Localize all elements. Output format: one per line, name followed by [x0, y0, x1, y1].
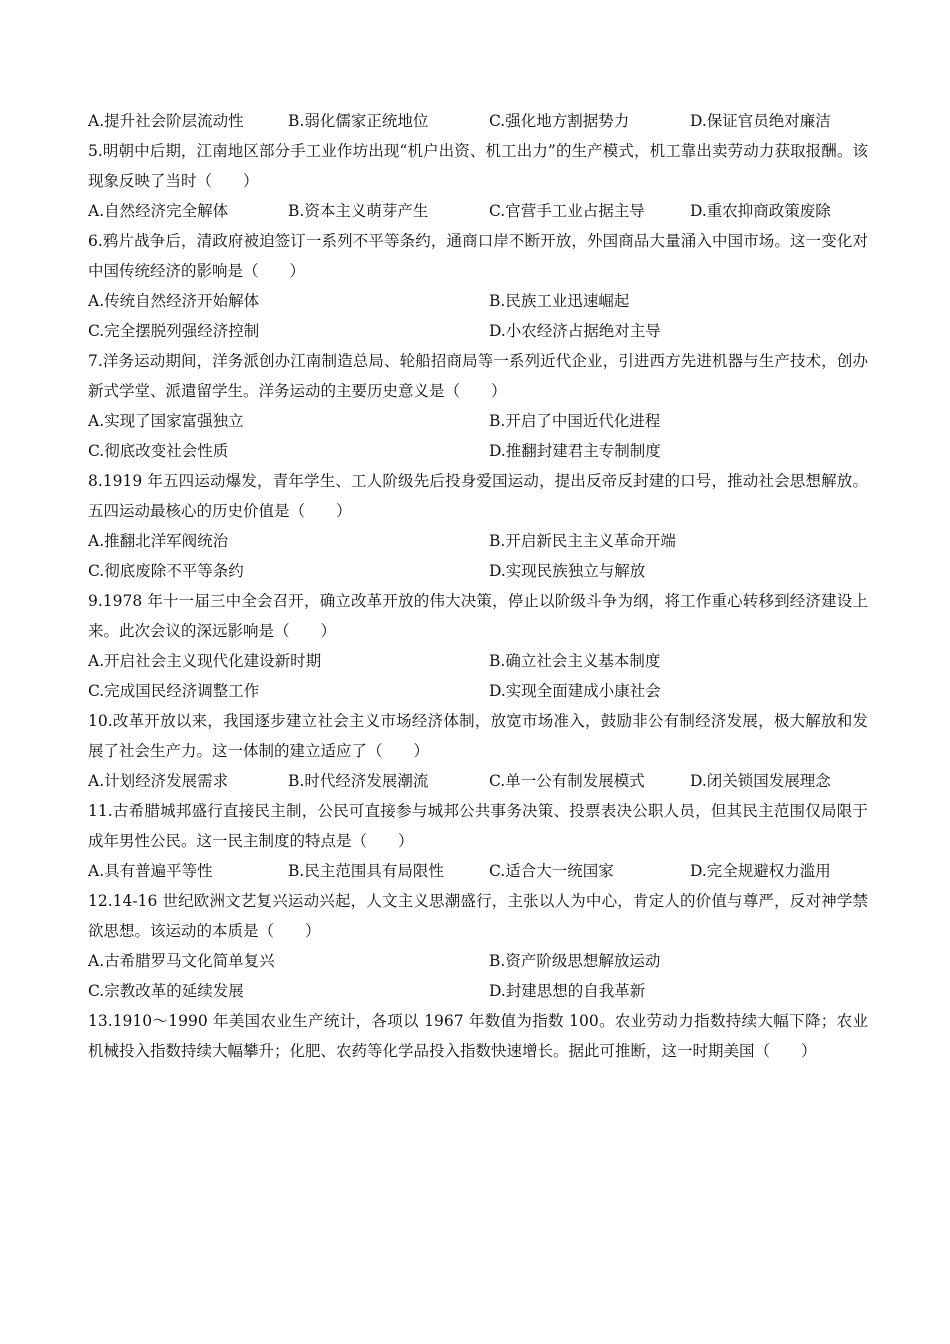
- option-b: B.民主范围具有局限性: [288, 862, 444, 880]
- question-7-stem: 7.洋务运动期间，洋务派创办江南制造总局、轮船招商局等一系列近代企业，引进西方先进机器与生产技术，创办新式学堂、派遣留学生。洋务运动的主要历史意义是（ ）: [88, 352, 868, 400]
- option-b: B.时代经济发展潮流: [288, 772, 429, 790]
- question-6-options-row1: [88, 286, 868, 316]
- question-10-options: [88, 766, 868, 796]
- option-c: C.完全摆脱列强经济控制: [88, 322, 260, 340]
- option-a: A.实现了国家富强独立: [88, 412, 244, 430]
- question-8-options-row2: [88, 556, 868, 586]
- question-9-options-row2: [88, 676, 868, 706]
- question-12-options-row1: [88, 946, 868, 976]
- question-8-options-row1: [88, 526, 868, 556]
- option-d: D.闭关锁国发展理念: [690, 772, 831, 790]
- question-10-stem: 10.改革开放以来，我国逐步建立社会主义市场经济体制，放宽市场准入，鼓励非公有制经济发展，极大解放和发展了社会生产力。这一体制的建立适应了（ ）: [88, 712, 868, 760]
- question-7-options-row1: [88, 406, 868, 436]
- option-b: B.弱化儒家正统地位: [288, 112, 429, 130]
- option-b: B.民族工业迅速崛起: [489, 292, 630, 310]
- option-c: C.单一公有制发展模式: [489, 772, 645, 790]
- option-a: A.古希腊罗马文化简单复兴: [88, 952, 275, 970]
- option-b: B.资产阶级思想解放运动: [489, 952, 661, 970]
- question-5-stem: 5.明朝中后期，江南地区部分手工业作坊出现“机户出资、机工出力”的生产模式，机工靠出卖劳动力获取报酬。该现象反映了当时（ ）: [88, 142, 868, 190]
- question-6-options-row2: [88, 316, 868, 346]
- question-12-options-row2: [88, 976, 868, 1006]
- option-a: A.具有普遍平等性: [88, 862, 213, 880]
- option-d: D.重农抑商政策废除: [690, 202, 831, 220]
- option-c: C.适合大一统国家: [489, 862, 614, 880]
- question-8-stem: 8.1919 年五四运动爆发，青年学生、工人阶级先后投身爱国运动，提出反帝反封建的口号，推动社会思想解放。五四运动最核心的历史价值是（ ）: [88, 472, 868, 520]
- option-d: D.小农经济占据绝对主导: [489, 322, 661, 340]
- question-7-options-row2: [88, 436, 868, 466]
- question-6-stem: 6.鸦片战争后，清政府被迫签订一系列不平等条约，通商口岸不断开放，外国商品大量涌入中国市场。这一变化对中国传统经济的影响是（ ）: [88, 232, 868, 280]
- option-b: B.确立社会主义基本制度: [489, 652, 661, 670]
- option-c: C.宗教改革的延续发展: [88, 982, 244, 1000]
- question-9-options-row1: [88, 646, 868, 676]
- option-c: C.彻底改变社会性质: [88, 442, 229, 460]
- option-d: D.封建思想的自我革新: [489, 982, 646, 1000]
- option-c: C.强化地方割据势力: [489, 112, 630, 130]
- question-13-stem: 13.1910～1990 年美国农业生产统计，各项以 1967 年数值为指数 100。农业劳动力指数持续大幅下降；农业机械投入指数持续大幅攀升；化肥、农药等化学品投入指数快速增长。据此可推断，这一时期美国（ ）: [88, 1012, 868, 1060]
- question-12-stem: 12.14-16 世纪欧洲文艺复兴运动兴起，人文主义思潮盛行，主张以人为中心，肯定人的价值与尊严，反对神学禁欲思想。该运动的本质是（ ）: [88, 892, 868, 940]
- question-11-options: [88, 856, 868, 886]
- question-9-stem: 9.1978 年十一届三中全会召开，确立改革开放的伟大决策，停止以阶级斗争为纲，将工作重心转移到经济建设上来。此次会议的深远影响是（ ）: [88, 592, 868, 640]
- option-a: A.计划经济发展需求: [88, 772, 229, 790]
- option-a: A.传统自然经济开始解体: [88, 292, 260, 310]
- option-a: A.推翻北洋军阀统治: [88, 532, 229, 550]
- option-b: B.开启新民主主义革命开端: [489, 532, 676, 550]
- option-c: C.官营手工业占据主导: [489, 202, 645, 220]
- question-11-stem: 11.古希腊城邦盛行直接民主制，公民可直接参与城邦公共事务决策、投票表决公职人员，但其民主范围仅局限于成年男性公民。这一民主制度的特点是（ ）: [88, 802, 868, 850]
- option-d: D.保证官员绝对廉洁: [690, 112, 831, 130]
- option-a: A.开启社会主义现代化建设新时期: [88, 652, 322, 670]
- option-d: D.推翻封建君主专制制度: [489, 442, 661, 460]
- option-c: C.彻底废除不平等条约: [88, 562, 244, 580]
- question-4-options: [88, 106, 868, 136]
- option-b: B.开启了中国近代化进程: [489, 412, 661, 430]
- option-d: D.完全规避权力滥用: [690, 862, 831, 880]
- question-5-options: [88, 196, 868, 226]
- option-a: A.自然经济完全解体: [88, 202, 229, 220]
- option-a: A.提升社会阶层流动性: [88, 112, 244, 130]
- exam-page: [88, 106, 868, 1066]
- option-b: B.资本主义萌芽产生: [288, 202, 429, 220]
- option-d: D.实现民族独立与解放: [489, 562, 646, 580]
- option-d: D.实现全面建成小康社会: [489, 682, 661, 700]
- option-c: C.完成国民经济调整工作: [88, 682, 260, 700]
